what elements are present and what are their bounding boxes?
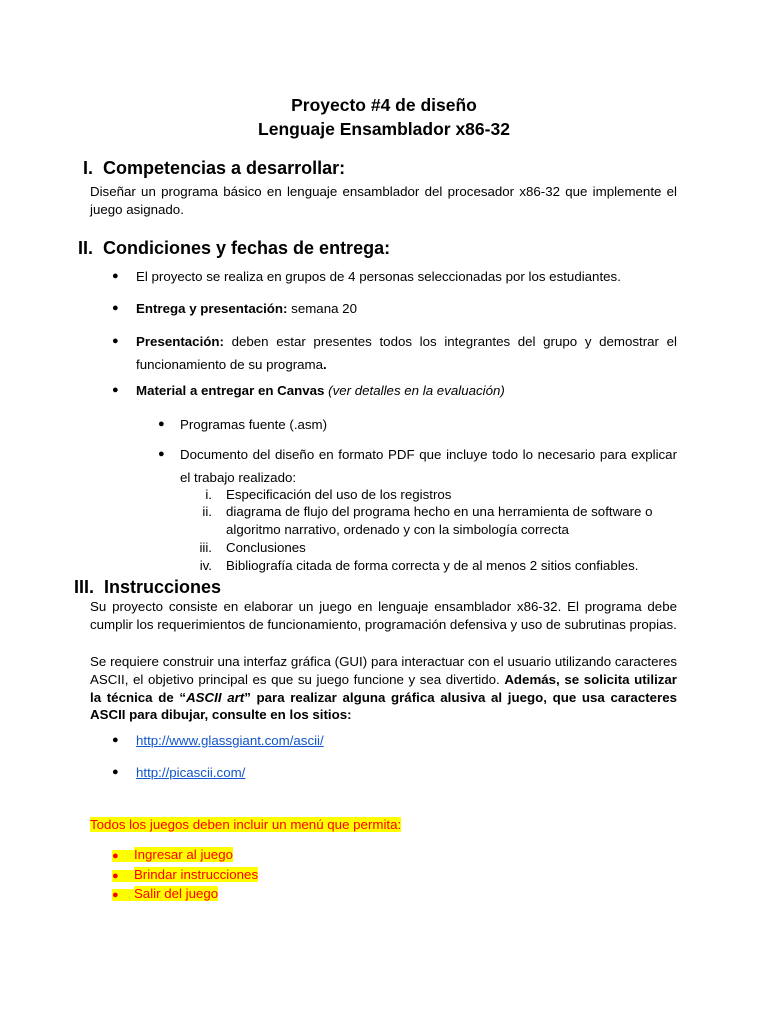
document-title: Proyecto #4 de diseño	[291, 95, 477, 115]
list-item	[112, 297, 677, 320]
section-3-paragraph-2	[90, 653, 677, 724]
numbered-item	[196, 503, 686, 538]
link-list-item	[112, 761, 677, 784]
bullet-icon: ●	[112, 869, 134, 882]
menu-item-text: Ingresar al juego	[133, 847, 233, 862]
ascii-art-term: ASCII art	[186, 689, 245, 705]
list-item	[112, 265, 677, 288]
section-3-number: III.	[74, 577, 95, 597]
bullet-icon: ●	[112, 850, 134, 862]
bullet-icon: ●	[112, 335, 119, 347]
bullet-icon: ●	[158, 448, 165, 460]
numbered-item	[196, 486, 686, 504]
list-item	[112, 330, 677, 376]
list-item-label: Entrega y presentación:	[136, 301, 288, 316]
picascii-link[interactable]: http://picascii.com/	[136, 765, 246, 780]
menu-list-item	[112, 866, 258, 886]
highlighted-text: Todos los juegos deben incluir un menú que permita:	[90, 817, 402, 832]
list-item-period: .	[323, 357, 327, 372]
bullet-icon: ●	[112, 302, 119, 314]
list-item-note: (ver detalles en la evaluación)	[324, 383, 505, 398]
document-subtitle: Lenguaje Ensamblador x86-32	[258, 119, 510, 139]
section-2-heading	[78, 238, 390, 259]
section-1-text: Diseñar un programa básico en lenguaje ensamblador del procesador x86-32 que implemente el juego asignado.	[90, 184, 677, 217]
numbered-item	[196, 557, 686, 575]
section-2-title: Condiciones y fechas de entrega:	[103, 238, 391, 258]
numbered-item	[196, 539, 686, 557]
glassgiant-link[interactable]: http://www.glassgiant.com/ascii/	[136, 733, 324, 748]
list-item	[112, 379, 677, 402]
section-3-title: Instrucciones	[104, 577, 222, 597]
bullet-icon: ●	[158, 418, 165, 430]
list-item-label: Material a entregar en Canvas	[136, 383, 325, 398]
list-item-text: deben estar presentes todos los integrantes del grupo y demostrar el funcionamiento de su programa	[136, 334, 677, 372]
menu-item-text: Brindar instrucciones	[133, 866, 259, 882]
numbered-item-text: Bibliografía citada de forma correcta y de al menos 2 sitios confiables.	[226, 558, 639, 573]
section-1-title: Competencias a desarrollar:	[103, 158, 346, 178]
list-item-label: Presentación:	[136, 334, 224, 349]
roman-numeral: i.	[205, 487, 212, 502]
list-item-text: semana 20	[287, 301, 357, 316]
section-1-heading	[83, 158, 345, 179]
numbered-item-text: Conclusiones	[226, 540, 306, 555]
menu-list	[112, 846, 258, 905]
roman-numeral: iii.	[199, 540, 212, 555]
numbered-item-text: Especificación del uso de los registros	[226, 487, 452, 502]
section-3-heading	[74, 577, 221, 598]
sub-list-item-text: Programas fuente (.asm)	[180, 417, 328, 432]
menu-list-item	[112, 846, 258, 866]
paragraph-emphasis: Además, se solicita utilizar la técnica de “	[90, 671, 677, 705]
bullet-icon: ●	[112, 384, 119, 396]
bullet-icon: ●	[112, 270, 119, 282]
section-3-paragraph-1: Su proyecto consiste en elaborar un juego en lenguaje ensamblador x86-32. El programa debe cumplir los requerimientos de funcionamiento, programación defensiva y uso de subrutinas propias.	[90, 599, 677, 632]
link-list-item	[112, 729, 677, 752]
bullet-icon: ●	[112, 734, 119, 746]
menu-item-text: Salir del juego	[133, 886, 219, 901]
sub-list-item-text: Documento del diseño en formato PDF que incluye todo lo necesario para explicar el trabajo realizado:	[180, 447, 677, 485]
sub-list-item	[158, 413, 677, 436]
bullet-icon: ●	[112, 889, 134, 901]
menu-intro	[90, 816, 401, 834]
roman-numeral: ii.	[202, 504, 212, 519]
numbered-item-text: diagrama de flujo del programa hecho en una herramienta de software o algoritmo narrativo, ordenado y con la simbología correcta	[226, 504, 653, 537]
paragraph-text: Se requiere construir una interfaz gráfica (GUI) para interactuar con el usuario utilizando caracteres ASCII, el objetivo principal es que su juego funcione y sea divertido.	[90, 654, 677, 687]
sub-list-item	[158, 443, 677, 489]
list-item-text: El proyecto se realiza en grupos de 4 personas seleccionadas por los estudiantes.	[136, 269, 621, 284]
paragraph-emphasis: ” para realizar alguna gráfica alusiva al juego, que usa caracteres ASCII para dibujar, consulte en los sitios:	[90, 689, 678, 723]
section-2-number: II.	[78, 238, 94, 258]
bullet-icon: ●	[112, 766, 119, 778]
menu-list-item	[112, 885, 258, 905]
section-1-number: I.	[83, 158, 94, 178]
roman-numeral: iv.	[199, 558, 212, 573]
